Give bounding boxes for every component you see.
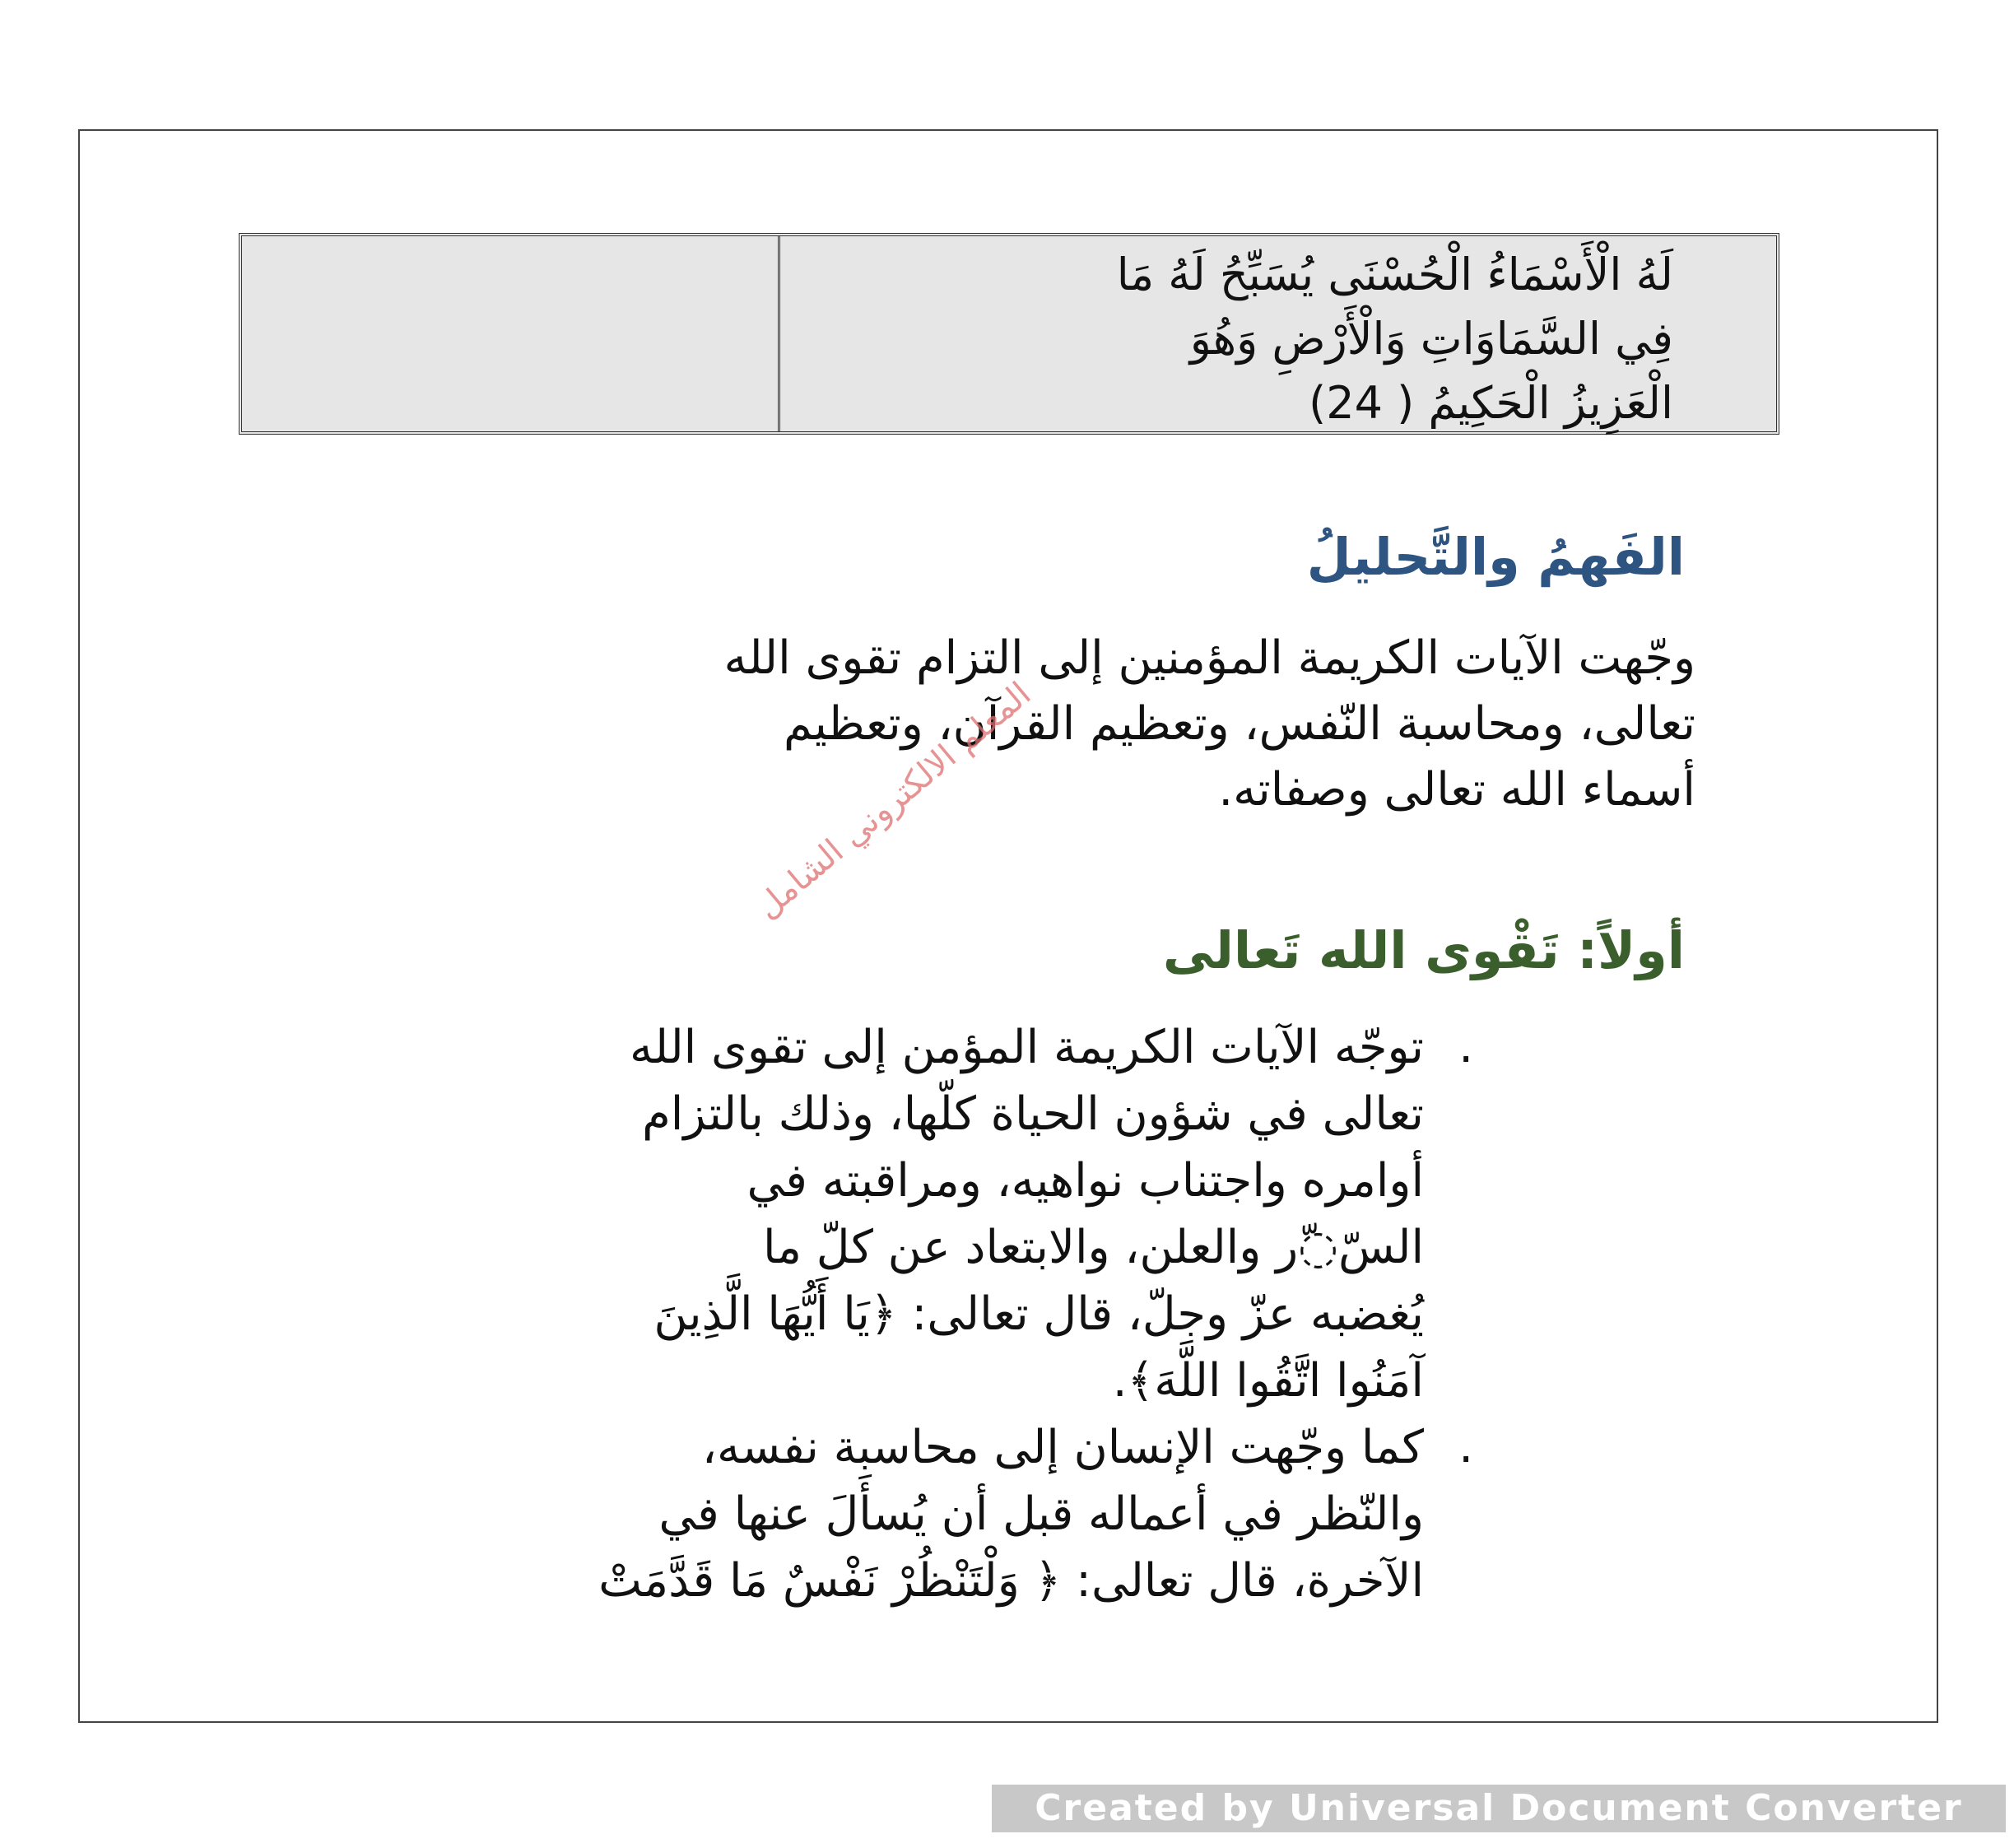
taqwa-heading: أولاً: تَقْوى الله تَعالى [1162,920,1685,980]
list-item [247,1414,1473,1614]
list-line: الآخرة، قال تعالى: ﴿ وَلْتَنْظُرْ نَفْسٌ مَا قَدَّمَتْ [598,1554,1424,1608]
verse-table-text-cell [780,236,1776,431]
bullet: . [1458,1020,1473,1073]
list-line: والنّظر في أعماله قبل أن يُسأَلَ عنها في [658,1487,1424,1541]
verse-table-empty-cell [242,236,780,431]
verse-line: فِي السَّمَاوَاتِ وَالْأَرْضِ وَهُوَ [1189,313,1673,365]
paragraph-line: أسماء الله تعالى وصفاته. [1218,763,1695,817]
understanding-heading: الفَهمُ والتَّحليلُ [1306,527,1685,587]
list-line: آمَنُوا اتَّقُوا اللَّهَ﴾. [1112,1354,1424,1408]
bullet: . [1458,1420,1473,1473]
paragraph-line: تعالى، ومحاسبة النّفس، وتعظيم القرآن، وتعظيم [784,697,1695,751]
list-line: كما وجّهت الإنسان إلى محاسبة نفسه، [701,1421,1424,1474]
list-line: تعالى في شؤون الحياة كلّها، وذلك بالتزام [642,1087,1424,1141]
list-line: توجّه الآيات الكريمة المؤمن إلى تقوى الله [630,1021,1424,1074]
list-item [247,1014,1473,1414]
watermark: المعلم الالكتروني الشامل [749,674,1039,927]
paragraph-line: وجّهت الآيات الكريمة المؤمنين إلى التزام تقوى الله [723,631,1695,685]
verse-table [239,233,1779,435]
list-line: السّ◌ّر والعلن، والابتعاد عن كلّ ما [762,1221,1424,1274]
list-line: يُغضبه عزّ وجلّ، قال تعالى: ﴿يَا أَيُّهَا الَّذِينَ [654,1287,1424,1341]
verse-line: الْعَزِيزُ الْحَكِيمُ ( 24) [1309,377,1673,429]
list-line: أوامره واجتناب نواهيه، ومراقبته في [747,1154,1424,1208]
verse-line: لَهُ الْأَسْمَاءُ الْحُسْنَى يُسَبِّحُ لَهُ مَا [1116,249,1673,300]
converter-banner: Created by Universal Document Converter [992,1785,2006,1832]
taqwa-list [247,1014,1473,1614]
